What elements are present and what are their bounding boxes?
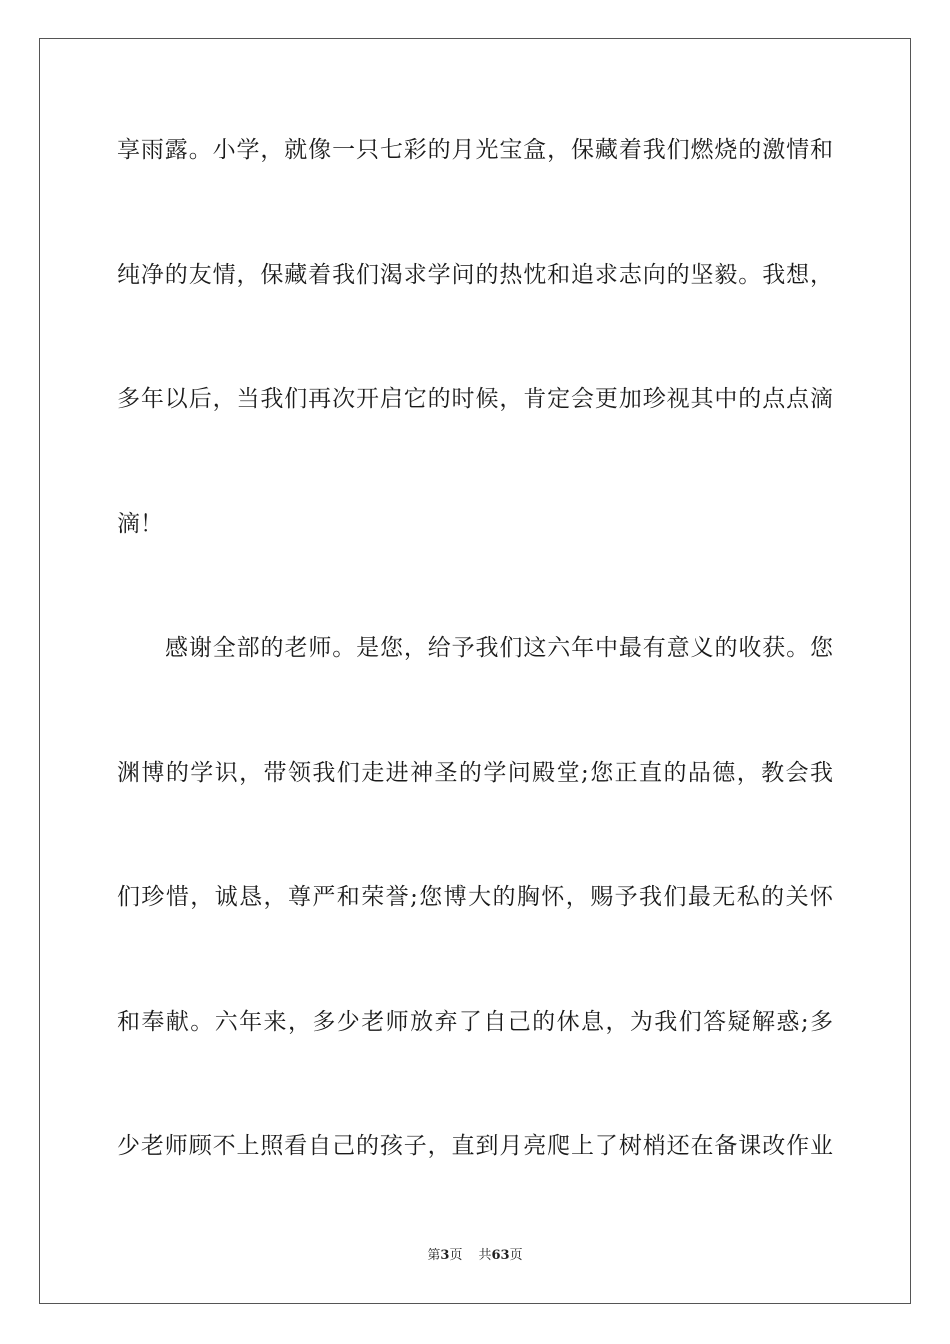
body-text-line: 多年以后，当我们再次开启它的时候，肯定会更加珍视其中的点点滴 — [117, 386, 833, 412]
body-text-line: 享雨露。小学，就像一只七彩的月光宝盒，保藏着我们燃烧的激情和 — [117, 137, 833, 163]
body-text-line: 滴！ — [117, 511, 163, 537]
page-footer — [0, 1247, 950, 1265]
body-text-line: 和奉献。六年来，多少老师放弃了自己的休息，为我们答疑解惑;多 — [117, 1009, 833, 1035]
total-suffix: 页 — [509, 1248, 523, 1263]
body-text-line: 们珍惜，诚恳，尊严和荣誉;您博大的胸怀，赐予我们最无私的关怀 — [117, 884, 833, 910]
page-prefix: 第 — [427, 1248, 441, 1263]
body-text-line: 渊博的学识，带领我们走进神圣的学问殿堂;您正直的品德，教会我 — [117, 760, 833, 786]
body-text-line: 少老师顾不上照看自己的孩子，直到月亮爬上了树梢还在备课改作业 — [117, 1133, 833, 1159]
page-number: 3 — [440, 1248, 450, 1263]
page-border — [39, 38, 911, 1304]
paragraph-first-line: 感谢全部的老师。是您，给予我们这六年中最有意义的收获。您 — [165, 635, 833, 661]
page-suffix: 页 — [449, 1248, 463, 1263]
body-text-line: 纯净的友情，保藏着我们渴求学问的热忱和追求志向的坚毅。我想， — [117, 262, 833, 288]
total-prefix: 共 — [478, 1248, 492, 1263]
total-pages: 63 — [491, 1248, 510, 1263]
